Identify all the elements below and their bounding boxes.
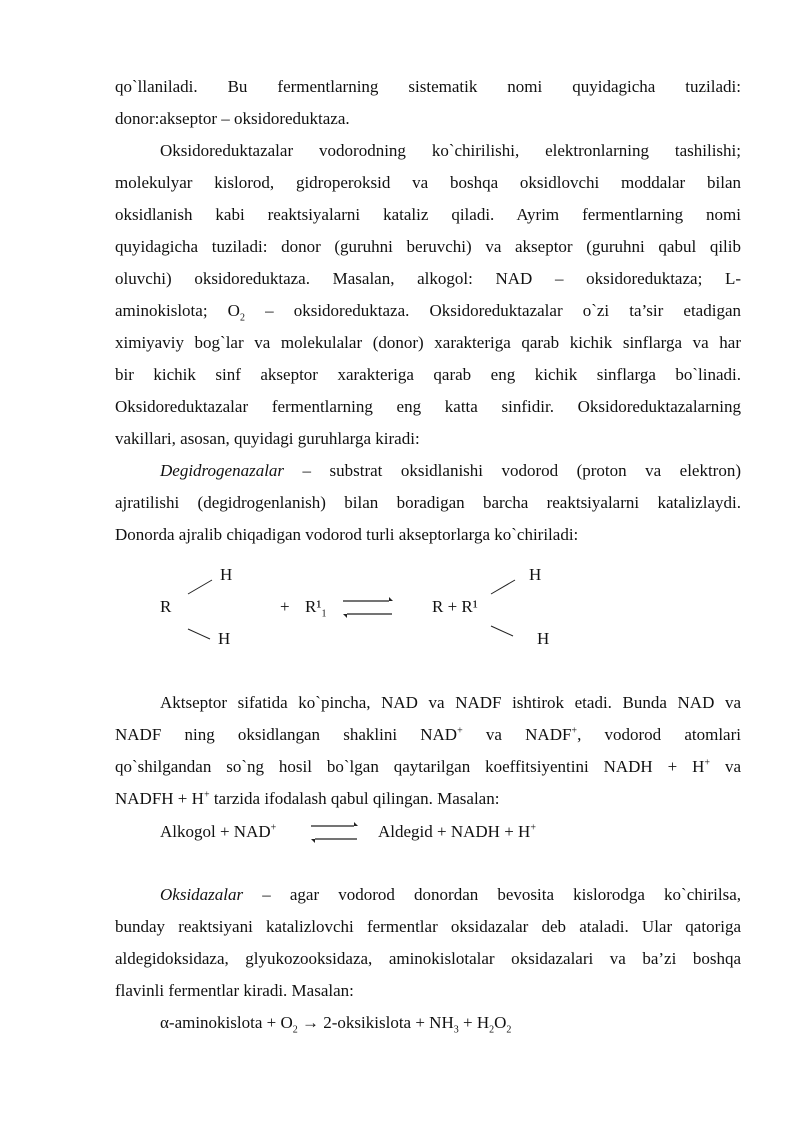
text-line: bir kichik sinf akseptor xarakteriga qarab eng kichik sinflarga bo`linadi. xyxy=(115,365,741,384)
text-line: oksidlanish kabi reaktsiyalarni kataliz qiladi. Ayrim fermentlarning nomi xyxy=(115,205,741,224)
equilibrium-arrow xyxy=(311,822,358,843)
text-span: qo`shilgandan so`ng hosil bo`lgan qaytarilgan koeffitsiyentini NADH + H xyxy=(115,757,705,776)
subscript: 3 xyxy=(453,1024,459,1036)
text-line: Oksidoreduktazalar vodorodning ko`chirilishi, elektronlarning tashilishi; xyxy=(160,141,741,160)
text-line: Aktseptor sifatida ko`pincha, NAD va NADF ishtirok etadi. Bunda NAD va xyxy=(160,693,741,712)
superscript: + xyxy=(704,757,711,769)
equation-right xyxy=(378,822,536,842)
text-span: – oksidoreduktaza. Oksidoreduktazalar o`zi ta’sir etadigan xyxy=(244,301,741,320)
term-degidrogenazalar: Degidrogenazalar xyxy=(160,461,285,480)
bond-line xyxy=(491,626,513,636)
text-span: va NADF xyxy=(462,725,572,744)
text-span: – agar vodorod donordan bevosita kislorodga ko`chirilsa, xyxy=(262,885,741,904)
equation-line xyxy=(160,1013,512,1036)
subscript: 2 xyxy=(239,312,245,324)
equation-left xyxy=(160,822,276,842)
text-line xyxy=(115,725,741,745)
text-line xyxy=(115,789,741,809)
text-span: – substrat oksidlanishi vodorod (proton va elektron) xyxy=(302,461,742,480)
equilibrium-arrow xyxy=(343,597,393,618)
term-oksidazalar: Oksidazalar xyxy=(160,885,244,904)
hydrogen-atom: H xyxy=(529,565,542,584)
superscript: + xyxy=(571,725,578,737)
text-line: qo`llaniladi. Bu fermentlarning sistematik nomi quyidagicha tuziladi: xyxy=(115,77,741,96)
text-line: Donorda ajralib chiqadigan vodorod turli akseptorlarga ko`chiriladi: xyxy=(115,525,579,544)
text-line: molekulyar kislorod, gidroperoksid va boshqa oksidlovchi moddalar bilan xyxy=(115,173,741,192)
radical-r: R xyxy=(160,597,172,616)
text-line: ximiyaviy bog`lar va molekulalar (donor) xarakteriga qarab kichik sinflarga va har xyxy=(115,333,741,352)
bond-line xyxy=(491,580,515,594)
bond-line xyxy=(188,629,210,639)
text-span: → 2-oksikislota + NH xyxy=(297,1013,454,1032)
text-span: Alkogol + NAD xyxy=(160,822,271,841)
text-span: , vodorod atomlari xyxy=(577,725,741,744)
superscript: + xyxy=(270,822,277,834)
text-span: R¹ xyxy=(305,597,322,616)
hydrogen-atom: H xyxy=(220,565,233,584)
text-span: O xyxy=(494,1013,507,1032)
text-span: aminokislota; O xyxy=(115,301,240,320)
text-line xyxy=(115,757,741,777)
text-span: NADFH + H xyxy=(115,789,204,808)
text-line: aldegidoksidaza, glyukozooksidaza, aminokislotalar oksidazalari va ba’zi boshqa xyxy=(115,949,741,968)
text-line xyxy=(160,885,741,905)
superscript: + xyxy=(457,725,463,737)
hydrogen-atom: H xyxy=(537,629,550,648)
hydrogen-atom: H xyxy=(218,629,231,648)
product-r-r1: R + R¹ xyxy=(432,597,478,616)
text-span: tarzida ifodalash qabul qilingan. Masalan: xyxy=(209,789,500,808)
text-line: flavinli fermentlar kiradi. Masalan: xyxy=(115,981,354,1000)
text-line: Oksidoreduktazalar fermentlarning eng katta sinfidir. Oksidoreduktazalarning xyxy=(115,397,741,416)
subscript: 1 xyxy=(321,608,327,620)
bond-line xyxy=(188,580,212,594)
text-line: oluvchi) oksidoreduktaza. Masalan, alkogol: NAD – oksidoreduktaza; L- xyxy=(115,269,741,288)
text-span: α-aminokislota + O xyxy=(160,1013,293,1032)
subscript: 2 xyxy=(506,1024,512,1036)
superscript: + xyxy=(203,789,210,801)
acceptor-r1 xyxy=(305,597,327,620)
superscript: + xyxy=(530,822,536,834)
text-line: vakillari, asosan, quyidagi guruhlarga kiradi: xyxy=(115,429,420,448)
subscript: 2 xyxy=(489,1024,495,1036)
text-span: NADF ning oksidlangan shaklini NAD xyxy=(115,725,458,744)
text-line: quyidagicha tuziladi: donor (guruhni beruvchi) va akseptor (guruhni qabul qilib xyxy=(115,237,741,256)
text-span: Aldegid + NADH + H xyxy=(378,822,531,841)
text-line: ajratilishi (degidrogenlanish) bilan boradigan barcha reaktsiyalarni katalizlaydi. xyxy=(115,493,741,512)
text-line: bunday reaktsiyani katalizlovchi fermentlar oksidazalar deb ataladi. Ular qatoriga xyxy=(115,917,741,936)
text-span: va xyxy=(710,757,741,776)
subscript: 2 xyxy=(292,1024,298,1036)
plus-sign: + xyxy=(280,597,290,616)
text-line: donor:akseptor – oksidoreduktaza. xyxy=(115,109,350,128)
text-span: + H xyxy=(458,1013,490,1032)
